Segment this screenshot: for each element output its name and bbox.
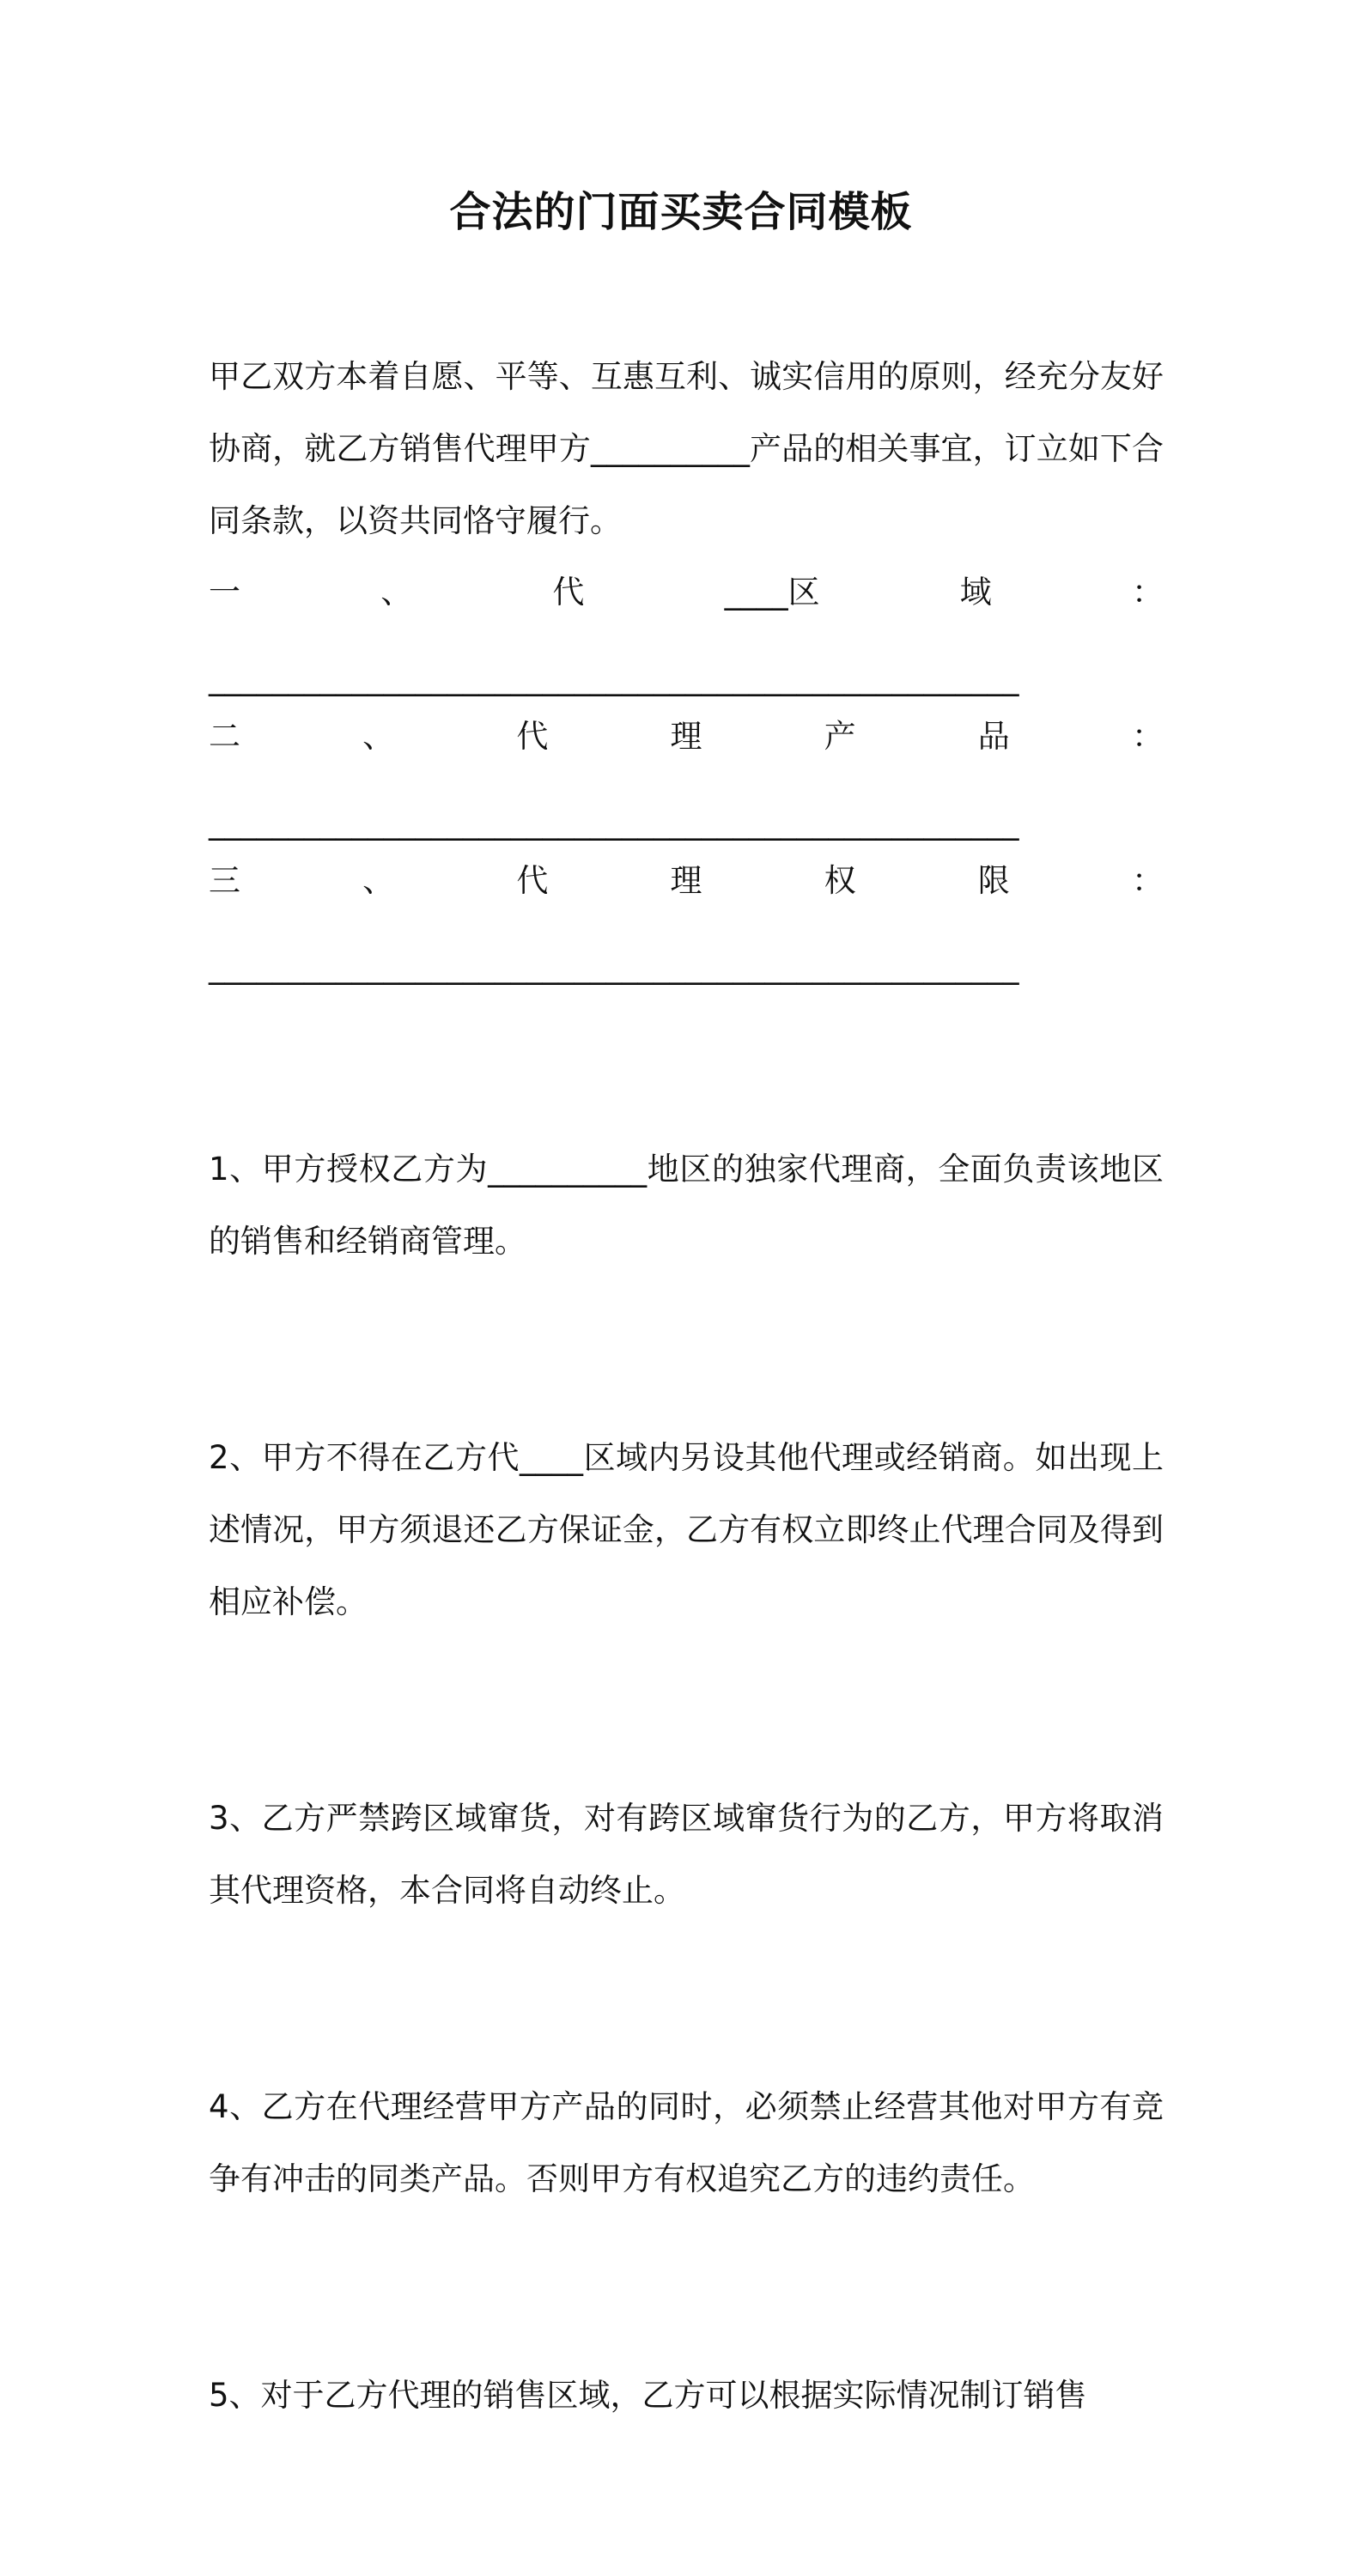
- clause-list: [209, 989, 1164, 2576]
- section-heading-part: 品: [977, 718, 1010, 755]
- fill-in-blank-2: ___________________________________________________: [209, 804, 1019, 841]
- section-heading-part: 产: [824, 718, 856, 755]
- section-heading-part: 三: [209, 862, 240, 899]
- section-heading-part: 域: [959, 574, 992, 611]
- clause-item-4: 4、乙方在代理经营甲方产品的同时，必须禁止经营其他对甲方有竞争有冲击的同类产品。否则甲方有权追究乙方的违约责任。: [209, 2088, 1164, 2197]
- section-heading-part: 、: [362, 718, 395, 755]
- section-heading-part: 限: [977, 862, 1010, 899]
- section-heading-part: 、: [380, 574, 413, 611]
- section-heading-part: 权: [824, 862, 856, 899]
- section-heading-part: ：: [1131, 718, 1164, 755]
- section-heading-part: 、: [362, 862, 395, 899]
- clause-item-5: 5、对于乙方代理的销售区域，乙方可以根据实际情况制订销售: [209, 2377, 1087, 2414]
- intro-paragraph: 甲乙双方本着自愿、平等、互惠互利、诚实信用的原则，经充分友好协商，就乙方销售代理甲方__________产品的相关事宜，订立如下合同条款，以资共同恪守履行。: [209, 358, 1164, 539]
- clause-item-3: 3、乙方严禁跨区域窜货，对有跨区域窜货行为的乙方，甲方将取消其代理资格，本合同将自动终止。: [209, 1800, 1164, 1909]
- section-heading-3: [209, 845, 1164, 917]
- clause-item-1: 1、甲方授权乙方为__________地区的独家代理商，全面负责该地区的销售和经销商管理。: [209, 1151, 1164, 1260]
- clause-item-2: 2、甲方不得在乙方代____区域内另设其他代理或经销商。如出现上述情况，甲方须退还乙方保证金，乙方有权立即终止代理合同及得到相应补偿。: [209, 1439, 1164, 1620]
- section-heading-part: 一: [209, 574, 240, 611]
- section-heading-part: ：: [1131, 862, 1164, 899]
- section-heading-part: 代: [516, 862, 549, 899]
- section-heading-part: 代: [516, 718, 549, 755]
- fill-in-blank-3: ___________________________________________________: [209, 948, 1019, 985]
- fill-in-blank-1: ___________________________________________________: [209, 659, 1019, 696]
- section-heading-part: ____区: [724, 574, 820, 611]
- section-heading-part: 代: [552, 574, 585, 611]
- section-heading-part: 理: [670, 862, 702, 899]
- section-heading-part: ：: [1131, 574, 1164, 611]
- section-heading-part: 二: [209, 718, 240, 755]
- section-heading-2: [209, 701, 1164, 773]
- document-title: 合法的门面买卖合同模板: [449, 188, 913, 236]
- section-heading-part: 理: [670, 718, 702, 755]
- section-heading-1: [209, 556, 1164, 629]
